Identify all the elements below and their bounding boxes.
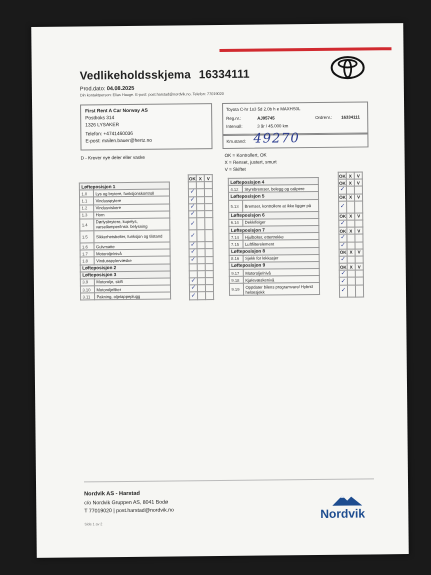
- mark-cell[interactable]: [189, 256, 197, 263]
- footer-company: Nordvik AS - Harstad: [84, 490, 140, 498]
- mark-cell[interactable]: OK: [339, 214, 347, 220]
- mark-cell[interactable]: [338, 187, 346, 194]
- mark-cell[interactable]: X: [347, 227, 355, 234]
- mark-cell[interactable]: [347, 256, 355, 263]
- mark-cell[interactable]: [206, 292, 214, 299]
- marks-header-cell: OK: [189, 175, 196, 181]
- item-description: Bremser, kontrollere at ikke ligger på: [243, 199, 319, 212]
- check-mark-icon: ✓: [190, 220, 196, 227]
- dealer-email: E-post: mailen.bauer@hertz.no: [85, 138, 152, 145]
- title-text: Vedlikeholdsskjema: [79, 69, 191, 83]
- check-mark-icon: ✓: [340, 220, 346, 227]
- mark-cell[interactable]: V: [355, 213, 363, 220]
- interval-label: Intervall:: [226, 123, 243, 129]
- item-description: Vindusspylere: [94, 196, 170, 204]
- mark-cell[interactable]: [339, 220, 347, 227]
- item-description: Vindusspylervæske: [94, 256, 170, 264]
- reg-value: AJ95745: [257, 115, 275, 121]
- marks-header-cell: X: [346, 172, 354, 179]
- mark-cell[interactable]: [197, 249, 205, 256]
- mark-cell[interactable]: V: [355, 249, 363, 256]
- dealer-address2: 1326 LYSAKER: [85, 123, 120, 129]
- km-handwritten-value: 49270: [253, 131, 300, 147]
- legend-codes: [225, 151, 277, 173]
- order-number: 16334111: [198, 68, 250, 82]
- mark-cell[interactable]: [197, 256, 205, 263]
- marks-row: [189, 218, 213, 230]
- marks-header-cell: V: [204, 175, 212, 182]
- dealer-address1: Postboks 314: [85, 116, 115, 122]
- page-title: [80, 69, 250, 83]
- mark-cell[interactable]: [197, 218, 205, 230]
- mark-cell[interactable]: V: [354, 179, 362, 186]
- contact-line: Din kontaktperson: Elias Hauge. E-post: post.harstad@nordvik.no. Telefon: 77019020: [79, 91, 224, 98]
- mark-cell[interactable]: [197, 211, 205, 218]
- mark-cell[interactable]: OK: [339, 249, 347, 256]
- checklist-row: [80, 218, 170, 231]
- dealer-name: First Rent A Car Norway AS: [85, 108, 148, 115]
- mark-cell[interactable]: [205, 196, 213, 203]
- mark-cell[interactable]: V: [355, 263, 363, 270]
- item-code: 1.4: [80, 219, 94, 231]
- mark-cell[interactable]: [339, 270, 347, 277]
- mark-cell[interactable]: [347, 270, 355, 277]
- mark-cell[interactable]: [204, 182, 212, 189]
- checklist-row: [229, 283, 319, 296]
- check-mark-icon: ✓: [190, 204, 196, 211]
- check-mark-icon: ✓: [190, 232, 196, 239]
- mark-cell[interactable]: X: [347, 213, 355, 220]
- check-mark-icon: ✓: [340, 203, 346, 210]
- red-accent-bar: [219, 47, 391, 52]
- item-code: 3.10: [80, 286, 94, 293]
- mark-cell[interactable]: [347, 220, 355, 227]
- checkmarks-right: [338, 171, 364, 297]
- prod-label: Prod.dato:: [79, 86, 106, 93]
- nordvik-logo: [320, 493, 380, 524]
- mark-cell[interactable]: [189, 218, 197, 230]
- mark-cell[interactable]: [355, 241, 363, 248]
- checklist-row: [80, 230, 170, 243]
- marks-row: [189, 230, 213, 242]
- legend-v: V = Skiftet: [224, 166, 246, 172]
- nordvik-wordmark: Nordvik: [320, 506, 366, 521]
- item-code: 9.17: [229, 269, 243, 276]
- mark-cell[interactable]: [189, 271, 197, 278]
- page-indicator: Side 1 av 2: [84, 522, 103, 527]
- vehicle-box: [222, 101, 368, 135]
- toyota-logo-icon: [330, 55, 366, 79]
- marks-header-cell: OK: [338, 173, 346, 179]
- section-title: Løfteposisjon 1: [79, 182, 169, 190]
- mark-cell[interactable]: [354, 186, 362, 193]
- mark-cell[interactable]: [198, 292, 206, 299]
- checklist-left: [79, 182, 171, 301]
- item-description: Luftfilterelement: [243, 240, 319, 248]
- check-mark-icon: ✓: [340, 287, 347, 294]
- mark-cell[interactable]: [196, 182, 204, 189]
- marks-row: [339, 201, 363, 213]
- checklist-row: [81, 292, 171, 300]
- mark-cell[interactable]: V: [355, 227, 363, 234]
- mark-cell[interactable]: [188, 189, 196, 196]
- marks-header-cell: V: [354, 172, 362, 179]
- item-description: Gulvmatte: [94, 242, 170, 250]
- mark-cell[interactable]: [190, 292, 198, 299]
- mark-cell[interactable]: [355, 277, 363, 284]
- mark-cell[interactable]: [355, 234, 363, 241]
- mark-cell[interactable]: [339, 242, 347, 249]
- check-mark-icon: ✓: [340, 271, 346, 278]
- marks-header-cell: X: [196, 175, 204, 182]
- mark-cell[interactable]: [205, 270, 213, 277]
- item-code: 3.11: [81, 293, 95, 300]
- check-mark-icon: ✓: [190, 196, 196, 203]
- item-description: Styrebremser, belegg og calipere: [242, 185, 318, 193]
- mark-cell[interactable]: [355, 220, 363, 227]
- item-description: Motorolje/nivå: [243, 269, 319, 277]
- mark-cell[interactable]: [355, 256, 363, 263]
- section-title: Løfteposisjon 3: [80, 271, 170, 279]
- item-code: 9.19: [229, 284, 243, 296]
- mark-cell[interactable]: [189, 203, 197, 210]
- check-mark-icon: ✓: [189, 189, 196, 196]
- item-code: 9.18: [229, 277, 243, 284]
- mark-cell[interactable]: [197, 230, 205, 242]
- checklist-right: [228, 177, 320, 296]
- mileage-box: [222, 133, 368, 149]
- mark-cell[interactable]: [205, 211, 213, 218]
- mark-cell[interactable]: [197, 263, 205, 270]
- item-code: 1.8: [80, 257, 94, 264]
- check-mark-icon: ✓: [339, 187, 346, 194]
- item-code: 4.12: [228, 185, 242, 192]
- mark-cell[interactable]: [355, 201, 363, 213]
- legend-ok: OK = Kontrollert, OK: [224, 152, 267, 158]
- item-description: Pakning, oljetappeplugg: [95, 292, 171, 300]
- mark-cell[interactable]: [188, 182, 196, 189]
- prod-value: 04.08.2025: [106, 85, 135, 93]
- item-description: Dekk/felger: [243, 218, 319, 226]
- footer-address: c/o Nordvik Gruppen AS, 8041 Bodø: [84, 499, 169, 507]
- mark-cell[interactable]: [339, 234, 347, 241]
- mark-cell[interactable]: [205, 278, 213, 285]
- mark-cell[interactable]: X: [346, 194, 354, 201]
- item-description: Oppdater bilens programvare/ Hybrid helsesjekk: [243, 283, 319, 296]
- item-code: 3.9: [80, 279, 94, 286]
- mark-cell[interactable]: [205, 249, 213, 256]
- item-code: 8.16: [229, 255, 243, 262]
- item-code: 6.14: [229, 219, 243, 226]
- checkmarks-left: [188, 174, 214, 300]
- footer-contact: T 77019020 | post.harstad@nordvik.no: [84, 507, 174, 515]
- item-code: 1.6: [80, 243, 94, 250]
- mark-cell[interactable]: [189, 278, 197, 285]
- item-code: 7.14: [229, 233, 243, 240]
- check-mark-icon: ✓: [190, 256, 196, 263]
- mark-cell[interactable]: [347, 234, 355, 241]
- legend-parts: D - Krever nye deler eller vaske: [80, 154, 145, 161]
- mark-cell[interactable]: OK: [339, 180, 346, 186]
- section-title: Løfteposisjon 6: [229, 211, 319, 219]
- item-code: 1.3: [80, 212, 94, 219]
- mark-cell[interactable]: X: [347, 263, 355, 270]
- mark-cell[interactable]: [197, 242, 205, 249]
- check-mark-icon: ✓: [340, 278, 346, 285]
- check-mark-icon: ✓: [190, 249, 196, 256]
- mark-cell[interactable]: [339, 278, 347, 285]
- item-code: 1.7: [80, 250, 94, 257]
- reg-label: Reg.nr.:: [226, 115, 242, 121]
- mark-cell[interactable]: [189, 196, 197, 203]
- check-mark-icon: ✓: [190, 242, 196, 249]
- order-label: Ordrenr.:: [315, 114, 333, 120]
- mark-cell[interactable]: [355, 270, 363, 277]
- item-description: Sikkerhetsbelter, funksjon og tilstand: [94, 230, 170, 243]
- section-title: Løfteposisjon 9: [229, 261, 319, 269]
- item-code: 1.0: [79, 190, 93, 197]
- mark-cell[interactable]: [205, 230, 213, 242]
- mark-cell[interactable]: OK: [339, 194, 346, 200]
- mark-cell[interactable]: [189, 263, 197, 270]
- vehicle-model: Toyota C-hr 1s3 5d 2.0b h e MAXHS0L: [226, 106, 301, 112]
- check-mark-icon: ✓: [191, 292, 197, 299]
- mark-cell[interactable]: [197, 285, 205, 292]
- mark-cell[interactable]: [205, 285, 213, 292]
- check-mark-icon: ✓: [190, 285, 197, 292]
- production-date: [80, 86, 135, 93]
- item-code: 1.5: [80, 231, 94, 243]
- check-mark-icon: ✓: [190, 211, 196, 218]
- mark-cell[interactable]: [197, 278, 205, 285]
- item-description: Vindusviskere: [94, 204, 170, 212]
- mark-cell[interactable]: [197, 271, 205, 278]
- mark-cell[interactable]: V: [354, 194, 362, 201]
- item-code: 5.13: [229, 200, 243, 212]
- mark-cell[interactable]: [189, 249, 197, 256]
- mark-cell[interactable]: [355, 285, 363, 297]
- mark-cell[interactable]: X: [347, 249, 355, 256]
- item-description: Sjekk for lekkasjer: [243, 254, 319, 262]
- section-title: Løfteposisjon 4: [228, 177, 318, 185]
- section-title: Løfteposisjon 8: [229, 247, 319, 255]
- section-title: Løfteposisjon 7: [229, 225, 319, 233]
- mark-cell[interactable]: [347, 285, 355, 297]
- item-description: Motorolje, skift: [94, 278, 170, 286]
- mountain-icon: [332, 494, 362, 506]
- mark-cell[interactable]: [189, 242, 197, 249]
- mark-cell[interactable]: [339, 256, 347, 263]
- item-code: 1.1: [80, 197, 94, 204]
- item-code: 7.15: [229, 241, 243, 248]
- mark-cell[interactable]: [205, 242, 213, 249]
- marks-row: [339, 285, 363, 297]
- footer-divider: [84, 478, 374, 482]
- mark-cell[interactable]: [204, 189, 212, 196]
- mark-cell[interactable]: [205, 203, 213, 210]
- mark-cell[interactable]: [189, 285, 197, 292]
- mark-cell[interactable]: [197, 196, 205, 203]
- mark-cell[interactable]: [189, 211, 197, 218]
- mark-cell[interactable]: [346, 186, 354, 193]
- mark-cell[interactable]: [197, 203, 205, 210]
- mark-cell[interactable]: [205, 256, 213, 263]
- check-mark-icon: ✓: [340, 242, 346, 249]
- check-mark-icon: ✓: [340, 256, 346, 263]
- mark-cell[interactable]: X: [346, 179, 354, 186]
- km-label: Km.stand:: [226, 138, 246, 144]
- item-description: Horn: [94, 211, 170, 219]
- mark-cell[interactable]: [205, 263, 213, 270]
- mark-cell[interactable]: [347, 278, 355, 285]
- mark-cell[interactable]: [196, 189, 204, 196]
- mark-cell[interactable]: [189, 230, 197, 242]
- item-description: Hjulbolter, ettertrekke: [243, 233, 319, 241]
- legend-x: X = Renset, justert, smurt: [224, 159, 277, 165]
- mark-cell[interactable]: OK: [339, 228, 347, 234]
- item-description: Motorolje/nivå: [94, 249, 170, 257]
- interval-value: 3 år / 45.000 km: [257, 123, 289, 129]
- dealer-phone: Telefon: +4741460036: [85, 131, 134, 138]
- mark-cell[interactable]: OK: [339, 264, 347, 270]
- document-page: [31, 23, 409, 558]
- order-value: 16334111: [341, 114, 360, 120]
- item-code: 1.2: [80, 204, 94, 211]
- mark-cell[interactable]: [339, 285, 347, 297]
- check-mark-icon: ✓: [190, 278, 196, 285]
- check-mark-icon: ✓: [340, 235, 346, 242]
- marks-row: [190, 292, 214, 299]
- item-description: Dørlysbrytere, kupelys, varsellamper/instr. belysning: [94, 218, 170, 231]
- mark-cell[interactable]: [339, 201, 347, 213]
- dealer-box: [80, 103, 212, 150]
- mark-cell[interactable]: [347, 201, 355, 213]
- section-title: Løfteposisjon 5: [228, 192, 318, 200]
- mark-cell[interactable]: [347, 242, 355, 249]
- section-title: Løfteposisjon 2: [80, 264, 170, 272]
- checklist-row: [229, 199, 319, 212]
- item-description: Kjølevæskenivå: [243, 276, 319, 284]
- mark-cell[interactable]: [205, 218, 213, 230]
- item-description: Lys og brytere, funksjonskontroll: [93, 189, 169, 197]
- item-description: Motoroljefilter: [94, 285, 170, 293]
